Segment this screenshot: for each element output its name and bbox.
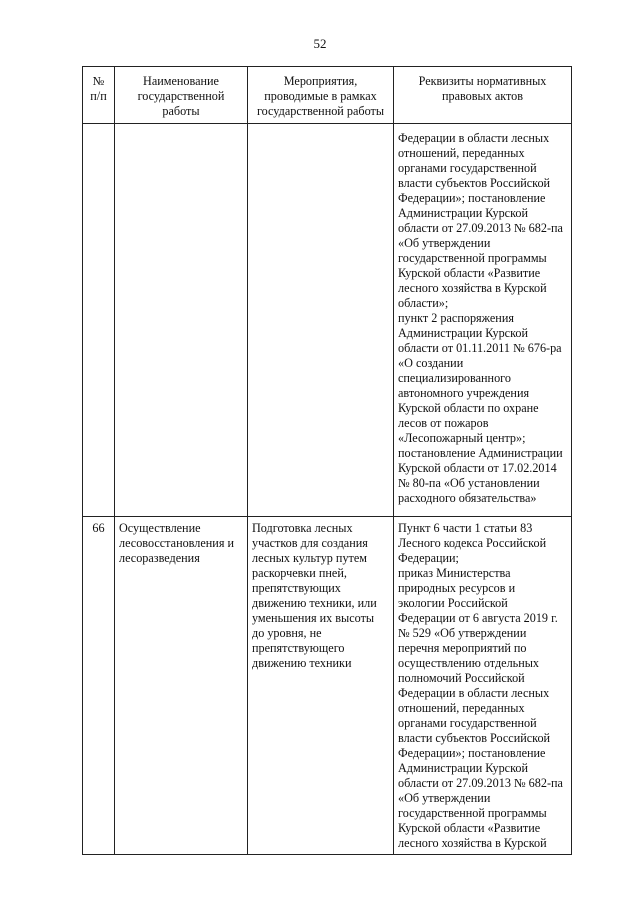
cell-events: Подготовка лесных участков для создания лесных культур путем раскорчевки пней, препятствующих движению техники, или уменьшения их высоты до уровня, не препятствующего движению техники	[248, 517, 394, 855]
table-row	[83, 517, 572, 855]
table-row	[83, 124, 572, 517]
cell-docs: Федерации в области лесных отношений, переданных органами государственной власти субъектов Российской Федерации»; постановление Администрации Курской области от 27.09.2013 № 682-па «Об утверждении государственной программы Курской области «Развитие лесного хозяйства в Курской области»; пункт 2 распоряжения Администрации Курской области от 01.11.2011 № 676-ра «О создании специализированного автономного учреждения Курской области по охране лесов от пожаров «Лесопожарный центр»; постановление Администрации Курской области от 17.02.2014 № 80-па «Об установлении расходного обязательства»	[394, 124, 572, 517]
header-docs: Реквизиты нормативных правовых актов	[394, 67, 572, 124]
table-header-row	[83, 67, 572, 124]
cell-name	[115, 124, 248, 517]
cell-num	[83, 124, 115, 517]
cell-num: 66	[83, 517, 115, 855]
cell-events	[248, 124, 394, 517]
cell-name: Осуществление лесовосстановления и лесоразведения	[115, 517, 248, 855]
header-name: Наименование государственной работы	[115, 67, 248, 124]
page-number: 52	[313, 36, 327, 51]
header-events: Мероприятия, проводимые в рамках государственной работы	[248, 67, 394, 124]
header-num: № п/п	[83, 67, 115, 124]
regulation-table	[82, 66, 572, 855]
cell-docs: Пункт 6 части 1 статьи 83 Лесного кодекса Российской Федерации; приказ Министерства природных ресурсов и экологии Российской Федерации от 6 августа 2019 г. № 529 «Об утверждении перечня мероприятий по осуществлению отдельных полномочий Российской Федерации в области лесных отношений, переданных органами государственной власти субъектов Российской Федерации»; постановление Администрации Курской области от 27.09.2013 № 682-па «Об утверждении государственной программы Курской области «Развитие лесного хозяйства в Курской	[394, 517, 572, 855]
